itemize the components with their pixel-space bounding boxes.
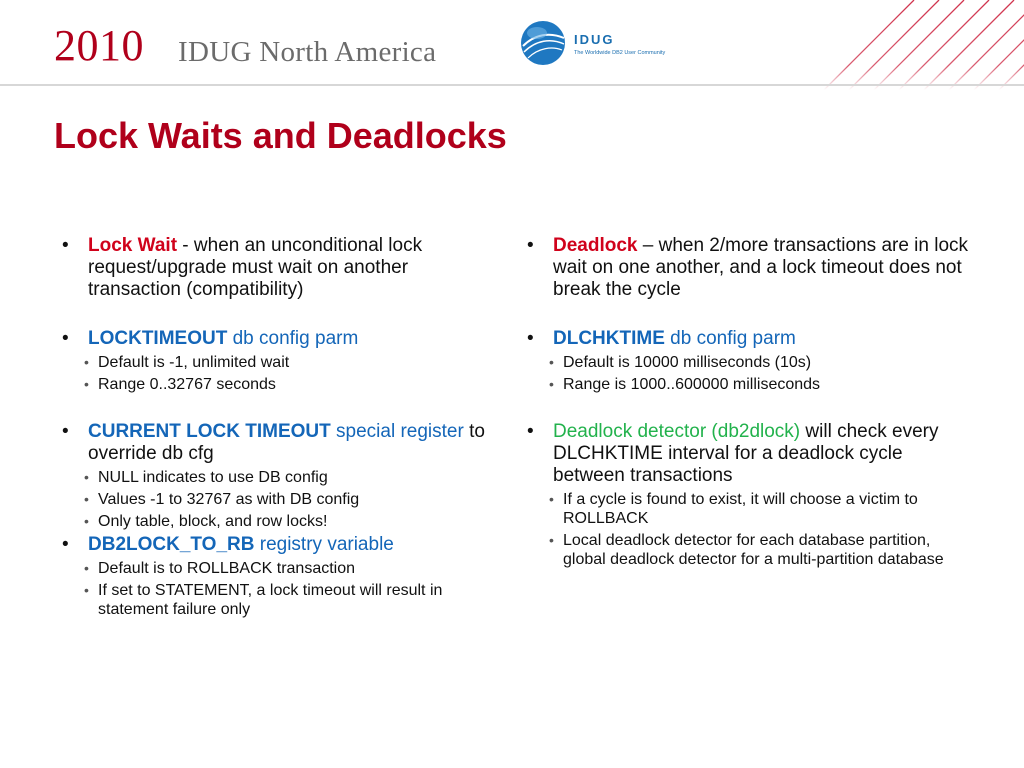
bullet-dlchktime	[527, 328, 972, 350]
term-current-lock-timeout: CURRENT LOCK TIMEOUT	[88, 421, 331, 442]
right-column	[527, 235, 972, 569]
current-lock-timeout-label: special register	[330, 421, 464, 442]
logo-name: IDUG	[574, 32, 615, 47]
dlchktime-label: db config parm	[664, 328, 796, 349]
left-column	[62, 235, 492, 619]
sub-bullet: • NULL indicates to use DB config	[62, 468, 492, 487]
globe-icon	[520, 20, 566, 66]
decorative-stripes	[704, 0, 1024, 120]
bullet-db2lock-to-rb	[62, 534, 492, 556]
deadlock-detector-description: will check every DLCHKTIME interval for a deadlock cycle between transactions	[553, 421, 939, 486]
bullet-deadlock	[527, 235, 972, 301]
header-year: 2010	[54, 21, 144, 70]
term-dlchktime: DLCHKTIME	[553, 328, 665, 349]
bullet-lock-wait	[62, 235, 492, 301]
sub-bullet: • Default is 10000 milliseconds (10s)	[527, 353, 972, 372]
locktimeout-label: db config parm	[227, 328, 359, 349]
deadlock-description: – when 2/more transactions are in lock wait on one another, and a lock timeout does not break the cycle	[553, 235, 969, 300]
sub-bullet: • If a cycle is found to exist, it will choose a victim to ROLLBACK	[527, 490, 972, 528]
sub-bullet: • Default is -1, unlimited wait	[62, 353, 492, 372]
term-locktimeout: LOCKTIMEOUT	[88, 328, 228, 349]
db2lock-to-rb-label: registry variable	[254, 534, 394, 555]
sub-bullet: • Local deadlock detector for each database partition, global deadlock detector for a multi-partition database	[527, 531, 972, 569]
term-deadlock-detector: Deadlock detector (db2dlock)	[553, 421, 801, 442]
sub-bullet: • Only table, block, and row locks!	[62, 512, 492, 531]
term-lock-wait: Lock Wait	[88, 235, 178, 256]
current-lock-timeout-description: to override db cfg	[88, 421, 485, 464]
bullet-deadlock-detector	[527, 421, 972, 487]
term-db2lock-to-rb: DB2LOCK_TO_RB	[88, 534, 255, 555]
term-deadlock: Deadlock	[553, 235, 638, 256]
sub-bullet: • Values -1 to 32767 as with DB config	[62, 490, 492, 509]
sub-bullet: • Default is to ROLLBACK transaction	[62, 559, 492, 578]
bullet-current-lock-timeout	[62, 421, 492, 465]
sub-bullet: • Range 0..32767 seconds	[62, 375, 492, 394]
bullet-locktimeout	[62, 328, 492, 350]
sub-bullet: • If set to STATEMENT, a lock timeout will result in statement failure only	[62, 581, 492, 619]
idug-logo	[520, 20, 700, 68]
sub-bullet: • Range is 1000..600000 milliseconds	[527, 375, 972, 394]
header-divider	[0, 84, 1024, 86]
lock-wait-description: - when an unconditional lock request/upgrade must wait on another transaction (compatibility)	[88, 235, 423, 300]
slide-title: Lock Waits and Deadlocks	[54, 115, 507, 156]
header-event-name: IDUG North America	[178, 36, 437, 68]
logo-tagline: The Worldwide DB2 User Community	[574, 50, 666, 56]
